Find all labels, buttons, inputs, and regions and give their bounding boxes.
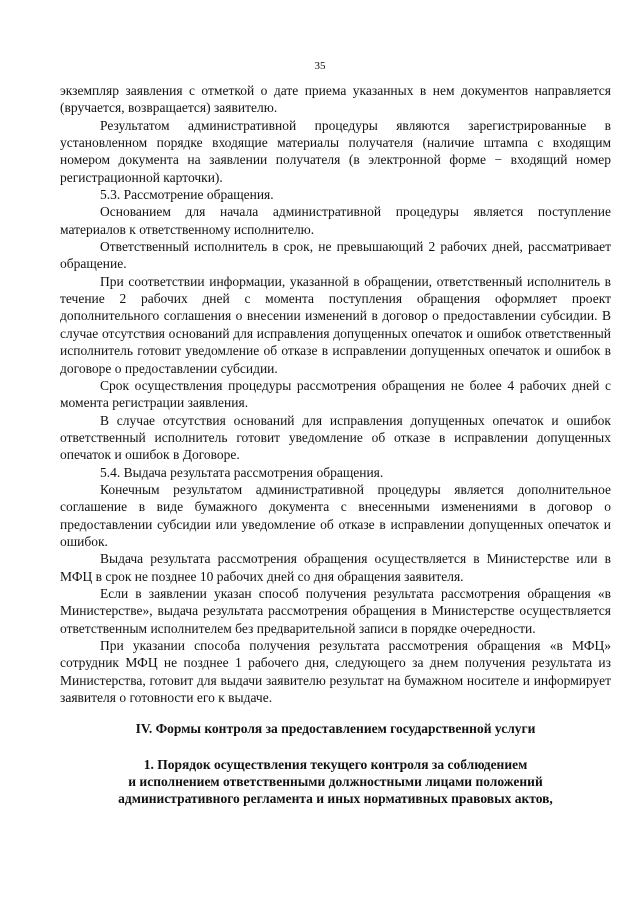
- subsection-title: [60, 756, 611, 808]
- paragraph-issuance: Выдача результата рассмотрения обращения осуществляется в Министерстве или в МФЦ в срок не позднее 10 рабочих дней со дня обращения заявителя.: [60, 551, 611, 584]
- document-body: [60, 82, 611, 808]
- paragraph-mfc-option: При указании способа получения результата рассмотрения обращения «в МФЦ» сотрудник МФЦ не позднее 1 рабочего дня, следующего за днем получения результата из Министерства, готовит для выдачи заявителю результат на бумажном носителе и информирует заявителя о готовности его к выдаче.: [60, 638, 611, 706]
- paragraph-final-result: Конечным результатом административной процедуры является дополнительное соглашение в виде бумажного документа с внесенными изменениями в договор о предоставлении субсидии или уведомление об отказе в исправлении допущенных опечаток и ошибок.: [60, 481, 611, 549]
- subsection-title-line: и исполнением ответственными должностными лицами положений: [128, 774, 543, 790]
- subsection-title-line: административного регламента и иных нормативных правовых актов,: [118, 791, 553, 807]
- subsection-title-line: 1. Порядок осуществления текущего контроля за соблюдением: [143, 756, 528, 772]
- paragraph-procedure-term: Срок осуществления процедуры рассмотрения обращения не более 4 рабочих дней с момента регистрации заявления.: [60, 377, 611, 411]
- paragraph-result: Результатом административной процедуры являются зарегистрированные в установленном порядке входящие материалы получателя (наличие штампа с входящим номером документа на заявлении получателя (в электронной форме − входящий номер регистрационной карточки).: [60, 117, 611, 185]
- paragraph-heading-5-3: 5.3. Рассмотрение обращения.: [100, 187, 274, 203]
- paragraph-ministry-option: Если в заявлении указан способ получения результата рассмотрения обращения «в Министерстве», выдача результата рассмотрения обращения в Министерстве осуществляется ответственным исполнителем без предварительной записи в порядке очередности.: [60, 585, 611, 636]
- paragraph-heading-5-4: 5.4. Выдача результата рассмотрения обращения.: [100, 464, 384, 480]
- section-title: IV. Формы контроля за предоставлением государственной услуги: [135, 721, 536, 737]
- page-number: 35: [314, 60, 326, 72]
- paragraph-basis: Основанием для начала административной процедуры является поступление материалов к ответственному исполнителю.: [60, 204, 611, 237]
- paragraph-review-term: Ответственный исполнитель в срок, не превышающий 2 рабочих дней, рассматривает обращение.: [60, 239, 611, 272]
- paragraph-conformity: При соответствии информации, указанной в обращении, ответственный исполнитель в течение 2 рабочих дней с момента поступления обращения оформляет проект дополнительного соглашения о внесении изменений в договор о предоставлении субсидии. В случае отсутствия оснований для исправления допущенных опечаток и ошибок ответственный исполнитель готовит уведомление об отказе в исправлении допущенных опечаток и ошибок в договоре о предоставлении субсидии.: [60, 273, 611, 376]
- paragraph-continuation: экземпляр заявления с отметкой о дате приема указанных в нем документов направляется (вручается, возвращается) заявителю.: [60, 83, 611, 116]
- paragraph-no-grounds: В случае отсутствия оснований для исправления допущенных опечаток и ошибок ответственный исполнитель готовит уведомление об отказе в исправлении допущенных опечаток и ошибок в Договоре.: [60, 412, 611, 463]
